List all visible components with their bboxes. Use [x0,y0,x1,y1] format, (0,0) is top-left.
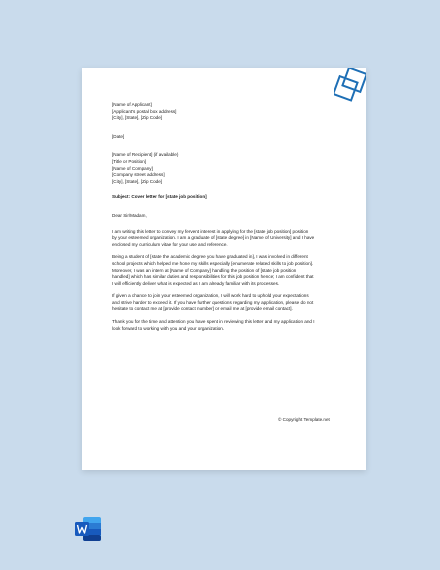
applicant-address: [Applicant's postal box address] [112,108,177,114]
recipient-title: [Title or Position] [112,158,147,164]
applicant-city: [City], [State], [Zip Code] [112,115,163,121]
letter-subject: Subject: Cover letter for [state job position] [112,194,207,200]
recipient-company: [Name of Company] [112,165,153,171]
paragraph-line: enclosed my curriculum vitae for your use and reference. [112,241,228,247]
paragraph-line: and strive harder to exceed it. If you have further questions regarding my application, please do not [112,299,314,305]
paragraph-line: Thank you for the time and attention you have spent in reviewing this letter and my application and I [112,319,315,325]
paragraph-line: look forward to working with you and your organization. [112,325,225,331]
paragraph-1 [112,229,348,249]
paragraph-2 [112,254,348,287]
letter-content [112,102,348,332]
paragraph-line: Moreover, I was an intern at [Name of Company] handling the position of [state job position [112,267,297,273]
ms-word-icon[interactable] [74,516,102,542]
paragraph-line: If given a chance to join your esteemed organization, I will work hard to uphold your expectations [112,293,309,299]
recipient-block [112,152,348,185]
paragraph-line: school projects which helped me hone my skills especially [enumerate related skills to job position]. [112,260,314,266]
paragraph-line: by your esteemed organization. I am a graduate of [state degree] in [Name of University] and I have [112,235,315,241]
corner-squares-icon [334,68,366,102]
applicant-name: [Name of Applicant] [112,102,152,107]
paragraph-line: I am writing this letter to convey my fervent interest in applying for the [state job position] position [112,228,309,234]
recipient-street: [Company street address] [112,172,165,178]
letter-date: [Date] [112,133,125,139]
paragraph-4 [112,319,348,332]
copyright-text: © Copyright Template.net [278,417,330,422]
letter-page [82,68,366,470]
paragraph-line: handled] which has similar duties and responsibilities for this job position hence; I am confident that [112,274,314,280]
paragraph-line: Being a student of [state the academic degree you have graduated in], I was involved in different [112,254,308,260]
applicant-block [112,102,348,122]
paragraph-3 [112,293,348,313]
salutation: Dear Sir/Madam, [112,212,147,218]
recipient-name: [Name of Recipient] (if available) [112,152,179,158]
paragraph-line: hesitate to contact me at [provide contact number] or email me at [provide email contact]. [112,306,293,312]
recipient-city: [City], [State], [Zip Code] [112,178,163,184]
paragraph-line: I will efficiently deliver what is expected as I am already familiar with its processes. [112,280,280,286]
